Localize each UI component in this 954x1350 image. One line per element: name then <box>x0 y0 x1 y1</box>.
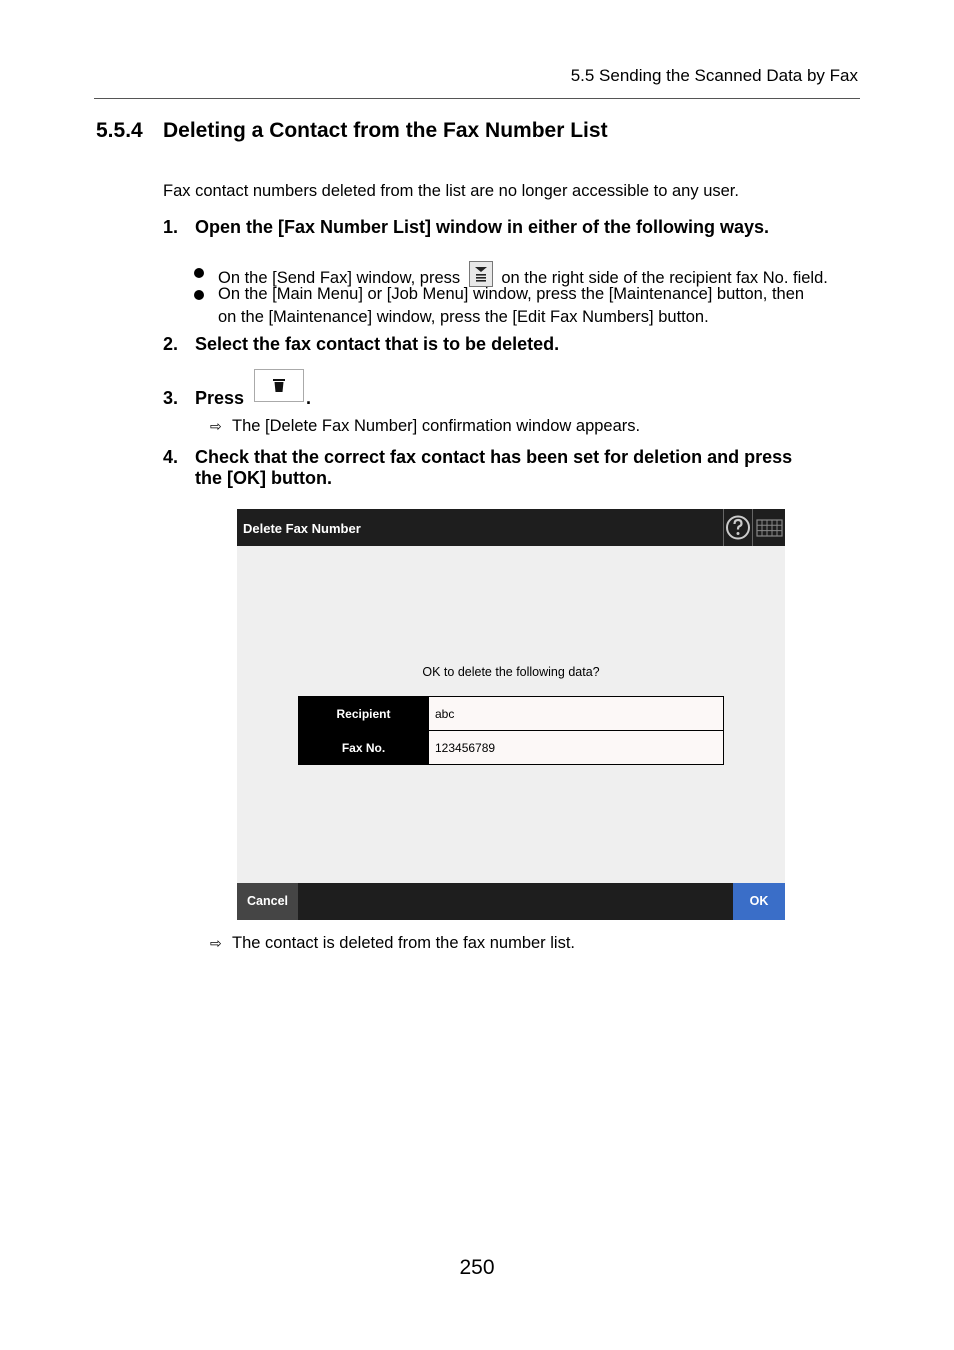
intro-paragraph: Fax contact numbers deleted from the list are no longer accessible to any user. <box>163 182 739 200</box>
step-text: Select the fax contact that is to be deleted. <box>195 334 560 354</box>
bullet-text: On the [Send Fax] window, press <box>218 269 461 287</box>
step-number: 4. <box>163 447 179 467</box>
step-number: 1. <box>163 217 179 237</box>
bullet-text: on the [Maintenance] window, press the [Edit Fax Numbers] button. <box>218 308 709 326</box>
recipient-value: abc <box>429 697 724 731</box>
result-step-4 <box>210 934 575 953</box>
result-text: The contact is deleted from the fax number list. <box>232 934 575 952</box>
bullet-dot <box>194 290 204 300</box>
delete-fax-number-window <box>237 509 785 920</box>
ok-button[interactable]: OK <box>733 883 785 920</box>
section-number: 5.5.4 <box>96 119 143 142</box>
delete-button-image <box>254 369 304 402</box>
step-1 <box>163 217 769 238</box>
contact-details-table <box>298 696 724 765</box>
help-icon[interactable] <box>723 509 752 546</box>
cancel-button[interactable]: Cancel <box>237 883 298 920</box>
result-arrow-icon: ⇨ <box>210 935 222 951</box>
header-rule <box>94 98 860 99</box>
table-row <box>299 697 724 731</box>
window-bottombar <box>237 883 785 920</box>
result-step-3 <box>210 417 640 436</box>
running-header: 5.5 Sending the Scanned Data by Fax <box>570 66 858 85</box>
fax-no-label: Fax No. <box>299 731 429 765</box>
result-arrow-icon: ⇨ <box>210 418 222 434</box>
fax-no-value: 123456789 <box>429 731 724 765</box>
step-text: Open the [Fax Number List] window in either of the following ways. <box>195 217 770 237</box>
confirm-message: OK to delete the following data? <box>422 665 600 679</box>
step-number: 2. <box>163 334 179 354</box>
table-row <box>299 731 724 765</box>
window-titlebar <box>237 509 785 546</box>
keyboard-icon[interactable] <box>752 509 786 546</box>
step-3-period: . <box>306 388 312 408</box>
bullet-text: On the [Main Menu] or [Job Menu] window, press the [Maintenance] button, then <box>218 285 805 303</box>
page-number: 250 <box>459 1256 495 1279</box>
bullet-text: on the right side of the recipient fax No. field. <box>501 269 828 287</box>
section-title-text: Deleting a Contact from the Fax Number List <box>163 119 608 142</box>
step-text: Press <box>195 388 245 408</box>
recipient-label: Recipient <box>299 697 429 731</box>
step-2 <box>163 334 559 355</box>
step-4 <box>163 447 792 489</box>
step-3 <box>163 388 244 409</box>
window-title: Delete Fax Number <box>243 521 361 536</box>
step-text: the [OK] button. <box>195 468 332 488</box>
result-text: The [Delete Fax Number] confirmation window appears. <box>232 417 641 435</box>
trash-icon <box>255 370 303 401</box>
step-number: 3. <box>163 388 179 408</box>
bullet-dot <box>194 268 204 278</box>
section-title <box>96 119 608 143</box>
step-text: Check that the correct fax contact has been set for deletion and press <box>195 447 793 467</box>
